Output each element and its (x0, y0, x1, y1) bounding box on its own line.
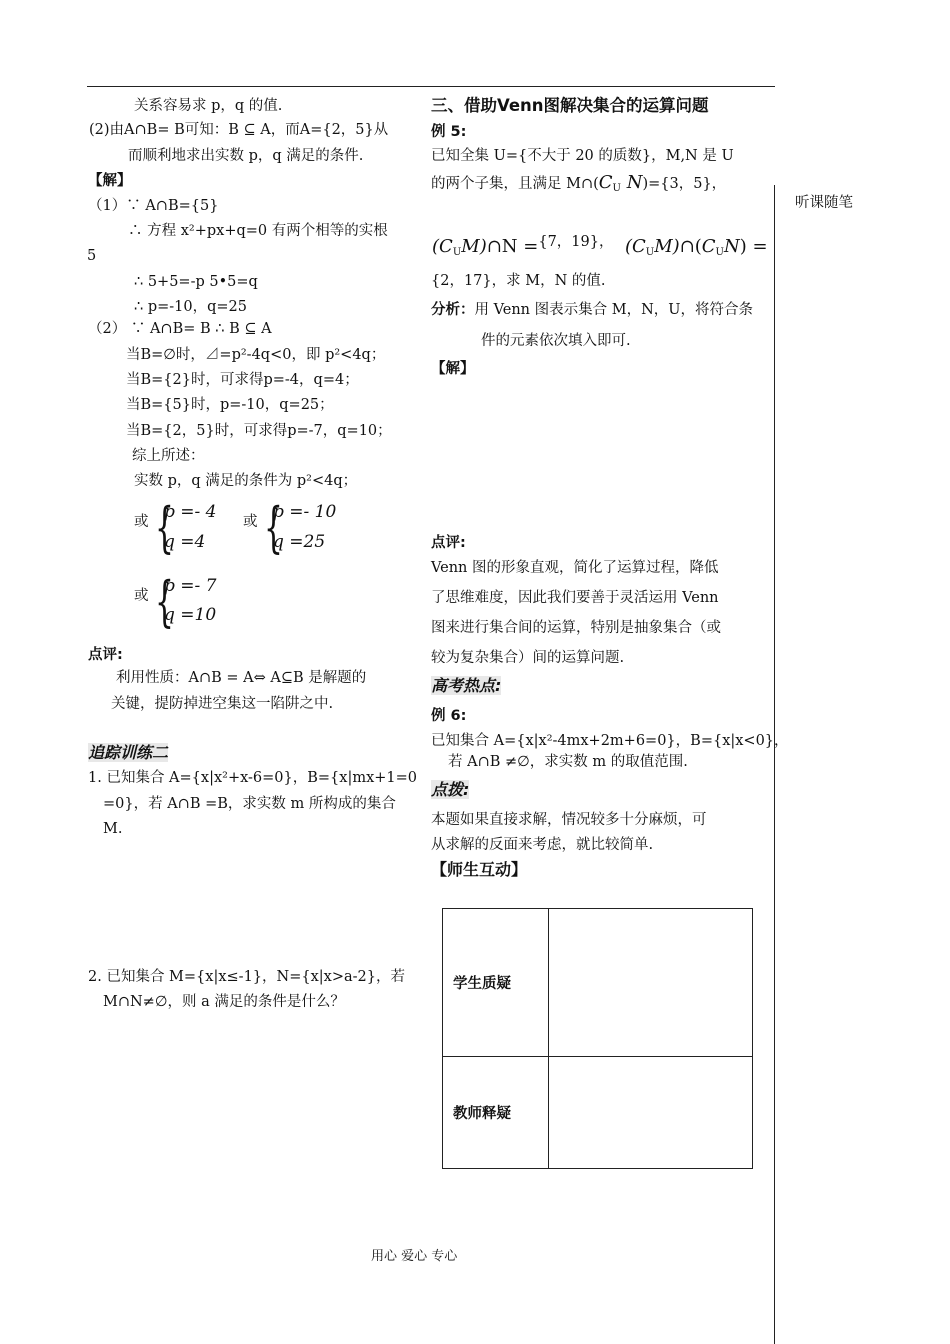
question-1-line-1: 1. 已知集合 A={x|x²+x-6=0}，B={x|mx+1=0 (88, 770, 418, 786)
case-5: 当B={5}时，p=-10，q=25； (126, 397, 334, 413)
solution-step-5: ∴ p=-10，q=25 (134, 299, 247, 315)
or-label-3: 或 (134, 588, 149, 604)
case-2: 当B={2}时，可求得p=-4，q=4； (126, 372, 359, 388)
right-comment-line-4: 较为复杂集合）间的运算问题. (431, 650, 625, 666)
solution-step-3: 5 (87, 248, 97, 264)
student-questions-cell[interactable] (549, 909, 753, 1057)
solution-step-1: （1）∵ A∩B={5} (88, 198, 219, 214)
solution-step-6: （2） ∵ A∩B= B ∴ B ⊆ A (88, 321, 272, 337)
line-2-text-a: 的两个子集，且满足 M∩( (431, 176, 599, 192)
solution-step-4: ∴ 5+5=-p 5•5=q (134, 274, 258, 290)
system-3-bottom: q =10 (164, 605, 217, 625)
interaction-title: 【师生互动】 (431, 860, 528, 879)
right-comment-line-3: 图来进行集合间的运算，特别是抽象集合（或 (431, 620, 721, 636)
table-row (443, 1057, 753, 1169)
system-1-bottom: q =4 (164, 532, 206, 552)
question-2-line-2: M∩N≠∅，则 a 满足的条件是什么？ (103, 994, 345, 1010)
analysis-line-2: 件的元素依次填入即可. (481, 333, 631, 349)
solution-label: 【解】 (88, 173, 132, 189)
left-line-3: 而顺利地求出实数 p，q 满足的条件. (128, 148, 364, 164)
right-comment-line-2: 了思维难度，因此我们要善于灵活运用 Venn (431, 590, 719, 606)
question-1-line-3: M. (103, 821, 123, 837)
gaokao-hotspot-title: 高考热点: (431, 676, 502, 695)
complement-expr-1: $C_U$ N (598, 172, 643, 194)
summary-label: 综上所述： (132, 448, 205, 464)
brace-2: { (264, 496, 283, 559)
example-5-line-3: $(C_UM)\cap N =^{\{7,19\},}$ $(C_UM)\cap(C_UN)$ = (432, 234, 768, 258)
or-label-1: 或 (134, 514, 149, 530)
side-note: 听课随笔 (795, 195, 853, 211)
case-2-5: 当B={2，5}时，可求得p=-7，q=10； (126, 423, 392, 439)
right-solution-label: 【解】 (431, 361, 475, 377)
brace-3: { (155, 570, 174, 633)
case-empty: 当B=∅时，⊿=p²-4q<0，即 p²<4q； (126, 347, 386, 363)
teacher-answers-cell[interactable] (549, 1057, 753, 1169)
hint-line-2: 从求解的反面来考虑，就比较简单. (431, 837, 654, 853)
hint-line-1: 本题如果直接求解，情况较多十分麻烦，可 (431, 812, 707, 828)
student-questions-label: 学生质疑 (443, 909, 549, 1057)
comment-line-1: 利用性质：A∩B = A⇔ A⊆B 是解题的 (116, 670, 367, 686)
example-5-label: 例 5: (431, 124, 467, 140)
example-6-line-1: 已知集合 A={x|x²-4mx+2m+6=0}，B={x|x<0}， (431, 733, 789, 749)
left-line-2: (2)由A∩B= B可知：B ⊆ A，而A={2，5}从 (89, 122, 389, 138)
page-footer: 用心 爱心 专心 (371, 1249, 458, 1264)
system-3-top: p =- 7 (164, 576, 217, 596)
section-heading: 三、借助Venn图解决集合的运算问题 (431, 96, 709, 115)
hint-title: 点拨: (431, 780, 470, 799)
question-2-line-1: 2. 已知集合 M={x|x≤-1}，N={x|x>a-2}，若 (88, 969, 405, 985)
right-comment-line-1: Venn 图的形象直观，简化了运算过程，降低 (431, 560, 719, 576)
example-6-label: 例 6: (431, 708, 467, 724)
margin-rule (774, 185, 775, 1344)
right-comment-title: 点评: (431, 535, 466, 551)
comment-line-2: 关键，提防掉进空集这一陷阱之中. (111, 696, 334, 712)
example-6-line-2: 若 A∩B ≠∅，求实数 m 的取值范围. (448, 754, 688, 770)
teacher-answers-label: 教师释疑 (443, 1057, 549, 1169)
system-2-top: p =- 10 (273, 502, 337, 522)
analysis-line-1: 分析：用 Venn 图表示集合 M，N，U，将符合条 (431, 302, 753, 318)
system-2-bottom: q =25 (273, 532, 326, 552)
left-line-1: 关系容易求 p，q 的值. (134, 98, 283, 114)
example-5-line-1: 已知全集 U={不大于 20 的质数}，M,N 是 U (431, 148, 734, 164)
table-row (443, 909, 753, 1057)
example-5-line-4: {2，17}，求 M，N 的值. (431, 273, 606, 289)
example-5-line-2 (431, 173, 726, 199)
question-1-line-2: =0}，若 A∩B =B，求实数 m 所构成的集合 (103, 796, 396, 812)
solution-step-2: ∴ 方程 x²+px+q=0 有两个相等的实根 (128, 223, 388, 239)
tracking-practice-title: 追踪训练二 (88, 743, 169, 762)
line-2-text-b: )={3，5}， (642, 176, 727, 192)
brace-1: { (155, 496, 174, 559)
or-label-2: 或 (243, 514, 258, 530)
summary-condition: 实数 p，q 满足的条件为 p²<4q； (134, 473, 358, 489)
system-1-top: p =- 4 (164, 502, 217, 522)
comment-title: 点评: (88, 647, 123, 663)
top-rule (87, 86, 775, 87)
interaction-table (442, 908, 753, 1169)
